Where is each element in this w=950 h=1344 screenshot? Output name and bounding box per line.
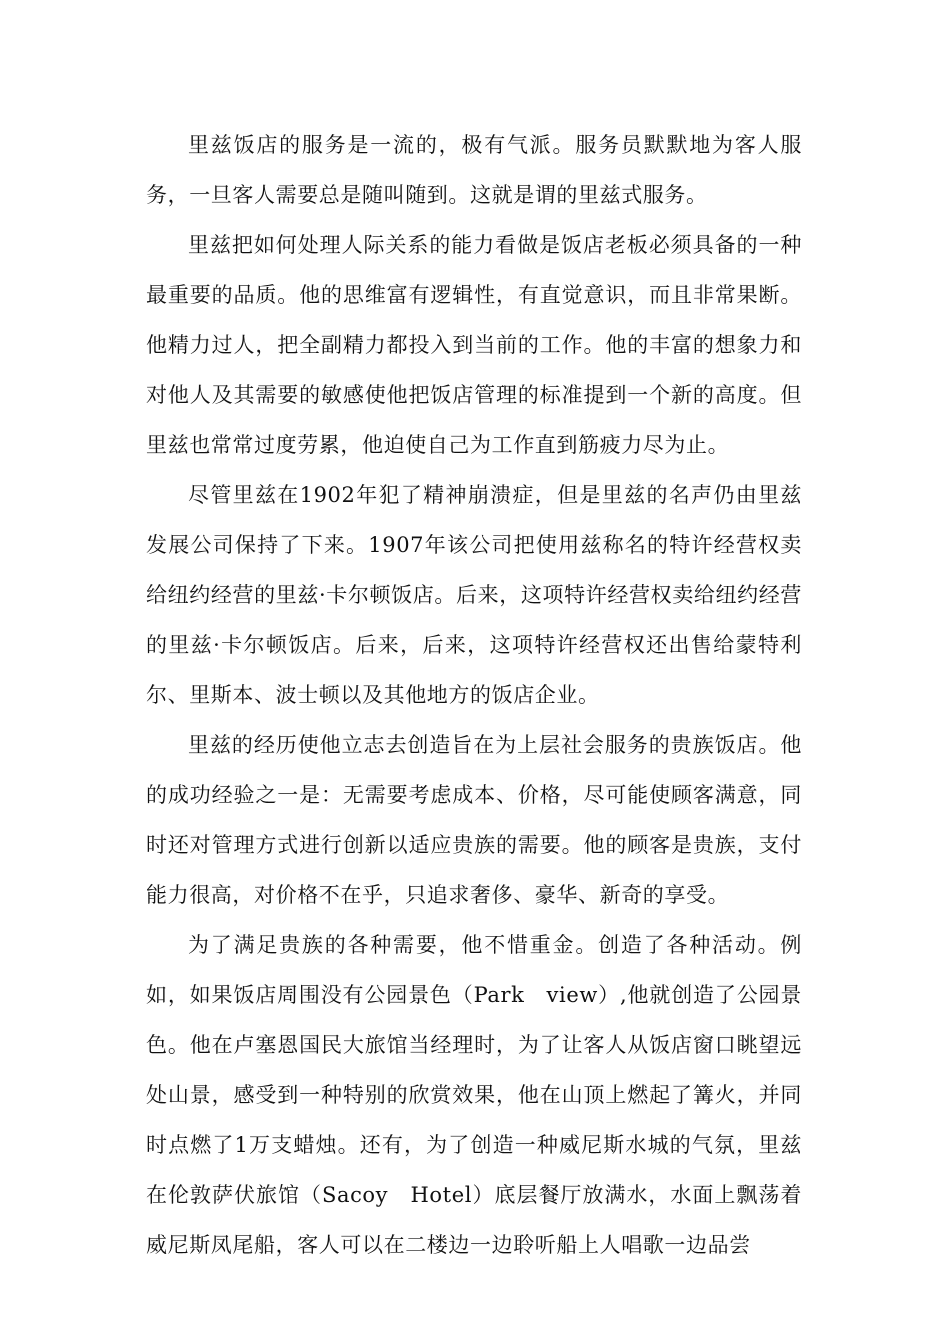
paragraph-1: 里兹饭店的服务是一流的，极有气派。服务员默默地为客人服务，一旦客人需要总是随叫随到。这就是谓的里兹式服务。 xyxy=(146,133,802,207)
paragraph-5: 为了满足贵族的各种需要，他不惜重金。创造了各种活动。例如，如果饭店周围没有公园景色（Park view）,他就创造了公园景色。他在卢塞恩国民大旅馆当经理时，为了让客人从饭店窗口眺望远处山景，感受到一种特别的欣赏效果，他在山顶上燃起了篝火，并同时点燃了1万支蜡烛。还有，为了创造一种威尼斯水城的气氛，里兹在伦敦萨伏旅馆（Sacoy Hotel）底层餐厅放满水，水面上飘荡着威尼斯凤尾船，客人可以在二楼边一边聆听船上人唱歌一边品尝 xyxy=(146,933,802,1257)
paragraph-3: 尽管里兹在1902年犯了精神崩溃症，但是里兹的名声仍由里兹发展公司保持了下来。1907年该公司把使用兹称名的特许经营权卖给纽约经营的里兹·卡尔顿饭店。后来，这项特许经营权卖给纽约经营的里兹·卡尔顿饭店。后来，后来，这项特许经营权还出售给蒙特利尔、里斯本、波士顿以及其他地方的饭店企业。 xyxy=(146,483,802,707)
paragraph-4: 里兹的经历使他立志去创造旨在为上层社会服务的贵族饭店。他的成功经验之一是：无需要考虑成本、价格，尽可能使顾客满意，同时还对管理方式进行创新以适应贵族的需要。他的顾客是贵族，支付能力很高，对价格不在乎，只追求奢侈、豪华、新奇的享受。 xyxy=(146,733,802,907)
document-body xyxy=(146,120,802,1270)
paragraph-2: 里兹把如何处理人际关系的能力看做是饭店老板必须具备的一种最重要的品质。他的思维富有逻辑性，有直觉意识，而且非常果断。他精力过人，把全副精力都投入到当前的工作。他的丰富的想象力和对他人及其需要的敏感使他把饭店管理的标准提到一个新的高度。但里兹也常常过度劳累，他迫使自己为工作直到筋疲力尽为止。 xyxy=(146,233,802,457)
